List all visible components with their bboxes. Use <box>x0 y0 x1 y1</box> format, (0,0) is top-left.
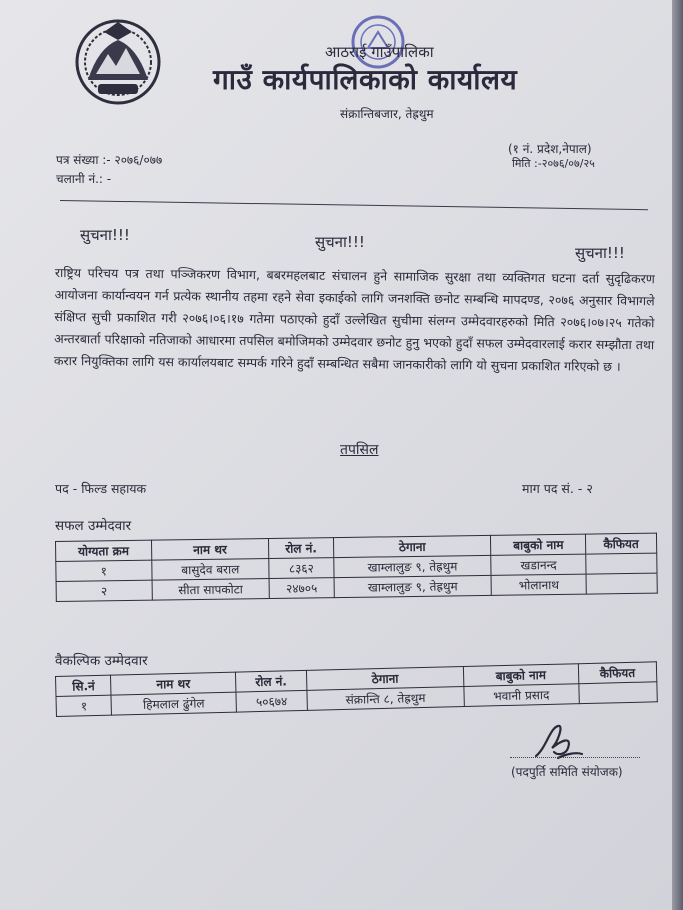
cell-rank: २ <box>56 580 152 601</box>
col-father: बाबुको नाम <box>463 664 578 687</box>
cell-address: संक्रान्ति ८, तेह्रथुम <box>307 687 464 711</box>
municipality-name: आठराई गाउँपालिका <box>325 43 434 61</box>
schedule-title: तपसिल <box>340 442 379 458</box>
cell-roll: ५०६७४ <box>236 690 308 712</box>
alternate-candidates-title: वैकल्पिक उम्मेदवार <box>55 653 148 669</box>
cell-sn: १ <box>56 695 112 716</box>
nepal-emblem-icon <box>74 18 162 106</box>
cell-remarks <box>586 553 657 574</box>
cell-roll: ८३६२ <box>269 558 334 579</box>
col-address: ठेगाना <box>333 535 491 557</box>
post-label: पद - फिल्ड सहायक <box>55 481 147 496</box>
cell-remarks <box>579 682 658 704</box>
page-edge-shadow <box>672 0 683 910</box>
cell-address: खाम्लालुङ ९, तेह्रथुम <box>334 555 492 577</box>
col-address: ठेगाना <box>307 667 464 691</box>
col-remarks: कैफियत <box>586 533 657 554</box>
office-title: गाउँ कार्यपालिकाको कार्यालय <box>213 63 518 96</box>
cell-father: भवानी प्रसाद <box>464 684 579 707</box>
cell-remarks <box>586 573 657 594</box>
coordinator-label: (पदपुर्ति समिति संयोजक) <box>511 765 623 779</box>
successful-candidates-table <box>55 533 658 602</box>
notice-title-left: सुचना!!! <box>80 226 130 244</box>
dispatch-number: चलानी नं.: - <box>56 172 112 186</box>
notice-title-center: सुचना!!! <box>315 233 365 251</box>
successful-candidates-title: सफल उम्मेदवार <box>55 518 132 534</box>
cell-rank: १ <box>56 560 152 581</box>
cell-roll: २४७०५ <box>269 578 334 599</box>
signature-icon <box>528 718 588 766</box>
col-remarks: कैफियत <box>578 662 657 684</box>
letter-date: मिति :-२०७६/०७/२५ <box>512 157 595 170</box>
cell-father: खडानन्द <box>491 554 586 575</box>
cell-address: खाम्लालुङ ९, तेह्रथुम <box>334 575 492 597</box>
signature-line <box>510 757 640 758</box>
col-name: नाम थर <box>151 539 269 561</box>
office-address: संक्रान्तिबजार, तेह्रथुम <box>340 107 434 121</box>
col-name: नाम थर <box>111 672 236 695</box>
cell-father: भोलानाथ <box>491 574 586 595</box>
cell-name: सीता सापकोटा <box>152 579 270 601</box>
col-roll: रोल नं. <box>269 538 334 559</box>
col-sn: सि.नं <box>56 675 112 696</box>
cell-name: बासुदेव बराल <box>151 559 269 581</box>
letter-number: पत्र संख्या :- २०७६/०७७ <box>56 153 163 167</box>
seats-label: माग पद सं. - २ <box>522 481 593 496</box>
col-father: बाबुको नाम <box>491 534 586 555</box>
col-rank: योग्यता क्रम <box>56 540 152 561</box>
notice-title-right: सुचना!!! <box>575 244 625 262</box>
cell-name: हिमलाल ढुंगेल <box>111 692 236 715</box>
notice-body: राष्ट्रिय परिचय पत्र तथा पञ्जिकरण विभाग, बबरमहलबाट संचालन हुने सामाजिक सुरक्षा तथा व्यक्तिगत घटना दर्ता सुदृढिकरण आयोजना कार्यान्वयन गर्न प्रत्येक स्थानीय तहमा रहने सेवा इकाईको लागि जनशक्ति छनोट सम्बन्धि मापदण्ड, २०७६ अनुसार विभागले संक्षिप्त सुची प्रकाशित गरी २०७६।०६।१७ गतेमा पठाएको हुदाँ उल्लेखित सुचीमा संलग्न उम्मेदवारहरुको मिति २०७६।०७।२५ गतेको अन्तरबार्ता परिक्षाको नतिजाको आधारमा तपसिल बमोजिमको उम्मेदवार छनोट हुनु भएको हुदाँ सफल उम्मेदवारलाई करार सम्झौता तथा करार नियुक्तिका लागि यस कार्यालयबाट सम्पर्क गरिने हुदाँ सम्बन्धित सबैमा जानकारीको लागि यो सुचना प्रकाशित गरिएको छ । <box>53 264 655 374</box>
col-roll: रोल नं. <box>235 670 307 692</box>
province-label: (१ नं. प्रदेश,नेपाल) <box>508 142 592 156</box>
